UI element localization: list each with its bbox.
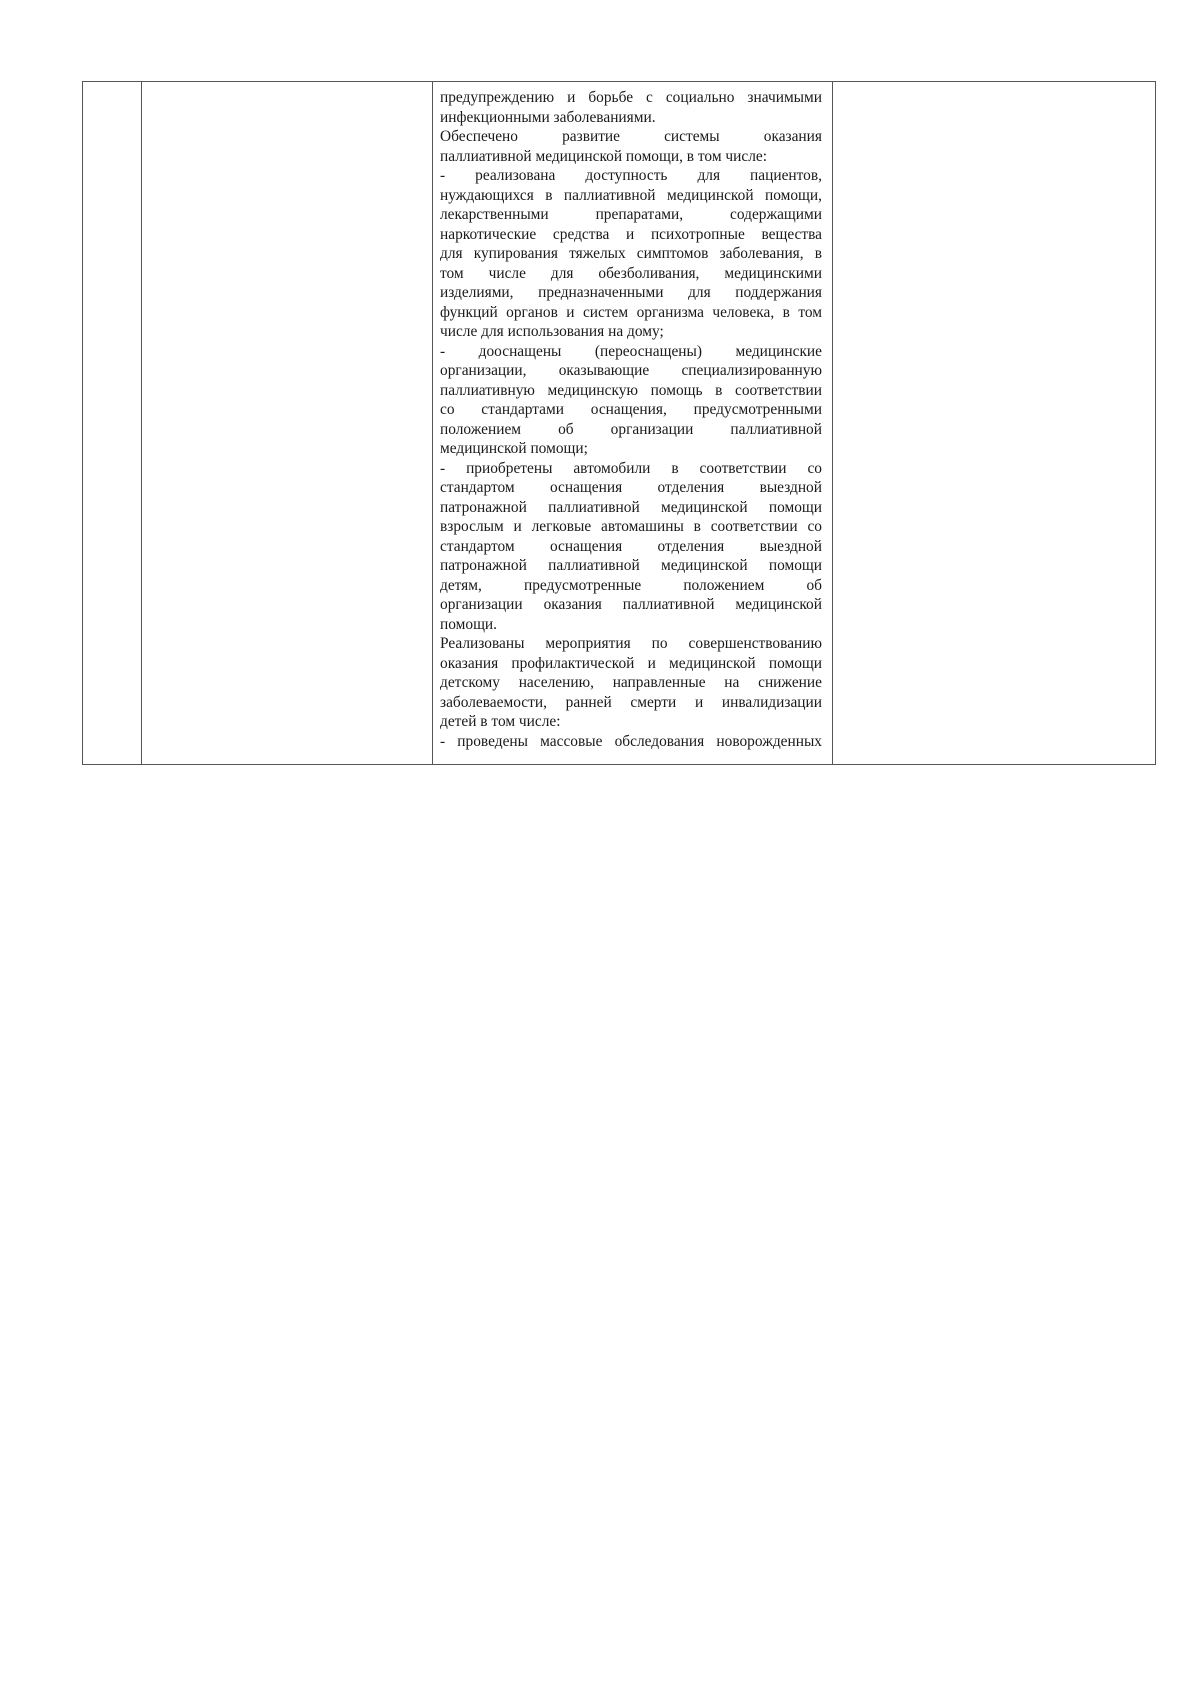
text-line: детскому населению, направленные на снижение xyxy=(440,674,822,691)
text-line: паллиативную медицинскую помощь в соответствии xyxy=(440,381,822,399)
text-line: - реализована доступность для пациентов, xyxy=(440,167,822,184)
text-line: патронажной паллиативной медицинской помощи xyxy=(440,557,822,574)
text-line: - приобретены автомобили в соответствии со xyxy=(440,459,822,477)
text-line: числе для использования на дому; xyxy=(440,323,664,340)
text-line: патронажной паллиативной медицинской помощи xyxy=(440,498,822,516)
text-line: оказания профилактической и медицинской помощи xyxy=(440,654,822,672)
text-line: паллиативной медицинской помощи, в том числе: xyxy=(440,147,768,165)
text-line: функций органов и систем организма человека, в том xyxy=(440,303,822,321)
text-line: детям, предусмотренные положением об xyxy=(440,576,822,594)
text-line: стандартом оснащения отделения выездной xyxy=(440,479,822,496)
text-line: со стандартами оснащения, предусмотренными xyxy=(440,401,822,418)
text-line: том числе для обезболивания, медицинскими xyxy=(440,264,822,282)
document-table xyxy=(82,81,1156,765)
text-line: положением об организации паллиативной xyxy=(440,420,822,438)
text-line: для купирования тяжелых симптомов заболевания, в xyxy=(440,245,822,262)
table-cell-results xyxy=(433,82,833,764)
text-line: изделиями, предназначенными для поддержания xyxy=(440,284,822,301)
text-line: стандартом оснащения отделения выездной xyxy=(440,537,822,555)
text-line: медицинской помощи; xyxy=(440,440,588,457)
text-line: лекарственными препаратами, содержащими xyxy=(440,206,822,223)
text-line: - проведены массовые обследования новорожденных xyxy=(440,732,822,750)
text-line: - дооснащены (переоснащены) медицинские xyxy=(440,342,822,360)
text-line: организации оказания паллиативной медицинской xyxy=(440,596,822,613)
text-line: Обеспечено развитие системы оказания xyxy=(440,128,822,145)
table-cell-number xyxy=(83,82,142,764)
text-line: заболеваемости, ранней смерти и инвалидизации xyxy=(440,693,822,711)
text-line: инфекционными заболеваниями. xyxy=(440,108,656,126)
text-line: наркотические средства и психотропные вещества xyxy=(440,225,822,243)
text-line: Реализованы мероприятия по совершенствованию xyxy=(440,635,822,652)
text-line: детей в том числе: xyxy=(440,713,561,730)
text-line: помощи. xyxy=(440,615,498,633)
table-cell-measure xyxy=(142,82,433,764)
text-line: нуждающихся в паллиативной медицинской помощи, xyxy=(440,186,822,204)
table-cell-notes xyxy=(833,82,1156,764)
text-line: предупреждению и борьбе с социально значимыми xyxy=(440,89,822,106)
text-line: организации, оказывающие специализированную xyxy=(440,362,822,379)
results-text xyxy=(440,88,822,751)
text-line: взрослым и легковые автомашины в соответствии со xyxy=(440,518,822,535)
